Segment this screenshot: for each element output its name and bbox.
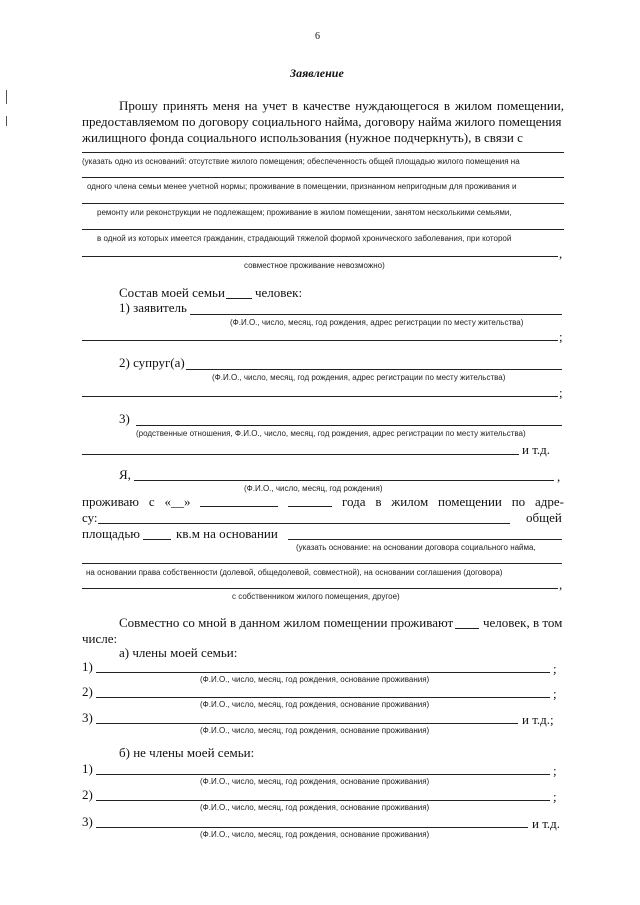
intro-line-1: Прошу принять меня на учет в качестве нуждающегося в жилом помещении, — [119, 98, 564, 113]
member-3-field[interactable] — [96, 723, 518, 724]
applicant-field-2[interactable] — [82, 340, 558, 341]
intro-line-2: предоставляемом по договору социального найма, договору найма жилого помещения — [82, 114, 562, 129]
area-field[interactable] — [143, 539, 171, 540]
i-label: Я, — [119, 467, 131, 482]
family-count-field[interactable] — [226, 298, 252, 299]
nonmember-2-hint: (Ф.И.О., число, месяц, год рождения, основание проживания) — [200, 803, 430, 812]
applicant-label: 1) заявитель — [119, 300, 187, 315]
etc-label: и т.д.; — [522, 712, 554, 727]
etc-label: и т.д. — [532, 816, 561, 831]
nonmember-1-field[interactable] — [96, 774, 550, 775]
i-hint: (Ф.И.О., число, месяц, год рождения) — [244, 484, 383, 493]
month-field[interactable] — [200, 494, 278, 507]
spouse-label: 2) супруг(а) — [119, 355, 185, 370]
nonmember-1-num: 1) — [82, 761, 93, 776]
address-field[interactable] — [98, 523, 510, 524]
year-field[interactable] — [288, 494, 332, 507]
applicant-hint: (Ф.И.О., число, месяц, год рождения, адрес регистрации по месту жительства) — [230, 318, 524, 327]
nonmember-2-field[interactable] — [96, 800, 550, 801]
semicolon: ; — [559, 329, 563, 344]
document-title: Заявление — [290, 66, 344, 80]
reason-line[interactable] — [82, 203, 564, 204]
area-unit: кв.м на основании — [176, 526, 278, 541]
page-number: 6 — [315, 31, 320, 42]
residence-line-1 — [82, 494, 564, 510]
etc-label: и т.д. — [522, 442, 551, 457]
margin-mark — [6, 90, 7, 104]
intro-line-3: жилищного фонда социального использования (нужное подчеркнуть), в связи с — [82, 130, 523, 145]
semicolon: ; — [553, 661, 557, 676]
comma: , — [559, 577, 563, 592]
reason-line[interactable] — [82, 177, 564, 178]
i-field[interactable] — [134, 480, 554, 481]
semicolon: ; — [553, 789, 557, 804]
reason-line[interactable] — [82, 256, 558, 257]
basis-hint-3: с собственником жилого помещения, другое) — [232, 592, 400, 601]
semicolon: ; — [553, 686, 557, 701]
family-heading: Состав моей семьи — [119, 285, 225, 300]
word-prozhivayu: проживаю — [82, 494, 140, 509]
nonmember-3-num: 3) — [82, 814, 93, 829]
comma: , — [559, 246, 563, 261]
word-pomeshchenii: помещении — [438, 494, 502, 509]
reason-hint-4: в одной из которых имеется гражданин, страдающий тяжелой формой хронического заболевания, при которой — [97, 234, 512, 243]
other-relative-field-2[interactable] — [82, 454, 519, 455]
nonmember-3-field[interactable] — [96, 827, 528, 828]
nonmembers-heading: б) не члены моей семьи: — [119, 745, 255, 760]
semicolon: ; — [559, 385, 563, 400]
basis-field-3[interactable] — [82, 588, 558, 589]
word-s: с — [148, 494, 155, 509]
reason-hint-1: (указать одно из оснований: отсутствие жилого помещения; обеспеченность общей площадью жилого помещения на — [82, 157, 520, 166]
member-1-field[interactable] — [96, 672, 550, 673]
member-1-hint: (Ф.И.О., число, месяц, год рождения, основание проживания) — [200, 675, 430, 684]
word-zhilom: жилом — [391, 494, 429, 509]
basis-hint-2: на основании права собственности (долевой, общедолевой, совместной), на основании соглашения (договора) — [86, 568, 503, 577]
comma: , — [557, 469, 561, 484]
nonmember-1-hint: (Ф.И.О., число, месяц, год рождения, основание проживания) — [200, 777, 430, 786]
margin-mark — [6, 116, 7, 126]
word-adre: адре- — [535, 494, 564, 509]
spouse-field-2[interactable] — [82, 396, 558, 397]
member-2-field[interactable] — [96, 697, 550, 698]
together-line-2: числе: — [82, 631, 118, 646]
spouse-hint: (Ф.И.О., число, месяц, год рождения, адрес регистрации по месту жительства) — [212, 373, 506, 382]
member-1-num: 1) — [82, 659, 93, 674]
reason-hint-3: ремонту или реконструкции не подлежащем; проживание в жилом помещении, занятом несколькими семьями, — [97, 208, 512, 217]
nonmember-2-num: 2) — [82, 787, 93, 802]
applicant-field[interactable] — [190, 314, 562, 315]
word-po: по — [511, 494, 526, 509]
day-field[interactable]: «__» — [164, 494, 191, 509]
reason-line[interactable] — [82, 229, 564, 230]
other-relative-label: 3) — [119, 411, 130, 426]
together-count-field[interactable] — [455, 628, 479, 629]
spouse-field[interactable] — [186, 369, 562, 370]
area-label: площадью — [82, 526, 140, 541]
member-2-num: 2) — [82, 684, 93, 699]
together-line-1: Совместно со мной в данном жилом помещении проживают — [119, 615, 454, 630]
nonmember-3-hint: (Ф.И.О., число, месяц, год рождения, основание проживания) — [200, 830, 430, 839]
basis-field-2[interactable] — [82, 563, 562, 564]
member-3-num: 3) — [82, 710, 93, 725]
member-3-hint: (Ф.И.О., число, месяц, год рождения, основание проживания) — [200, 726, 430, 735]
word-v: в — [375, 494, 382, 509]
word-goda: года — [341, 494, 366, 509]
member-2-hint: (Ф.И.О., число, месяц, год рождения, основание проживания) — [200, 700, 430, 709]
address-prefix: су: — [82, 510, 98, 525]
basis-hint-1: (указать основание: на основании договора социального найма, — [296, 543, 536, 552]
reason-line[interactable] — [82, 152, 564, 153]
total-word: общей — [526, 510, 562, 525]
other-relative-field[interactable] — [136, 425, 562, 426]
reason-hint-2: одного члена семьи менее учетной нормы; проживание в помещении, признанном непригодным для проживания и — [87, 182, 517, 191]
reason-hint-5: совместное проживание невозможно) — [244, 261, 385, 270]
people-word: человек: — [255, 285, 303, 300]
members-heading: а) члены моей семьи: — [119, 645, 238, 660]
semicolon: ; — [553, 763, 557, 778]
other-relative-hint: (родственные отношения, Ф.И.О., число, месяц, год рождения, адрес регистрации по месту жительства) — [136, 429, 526, 438]
together-line-1-end: человек, в том — [483, 615, 563, 630]
basis-field[interactable] — [288, 539, 562, 540]
